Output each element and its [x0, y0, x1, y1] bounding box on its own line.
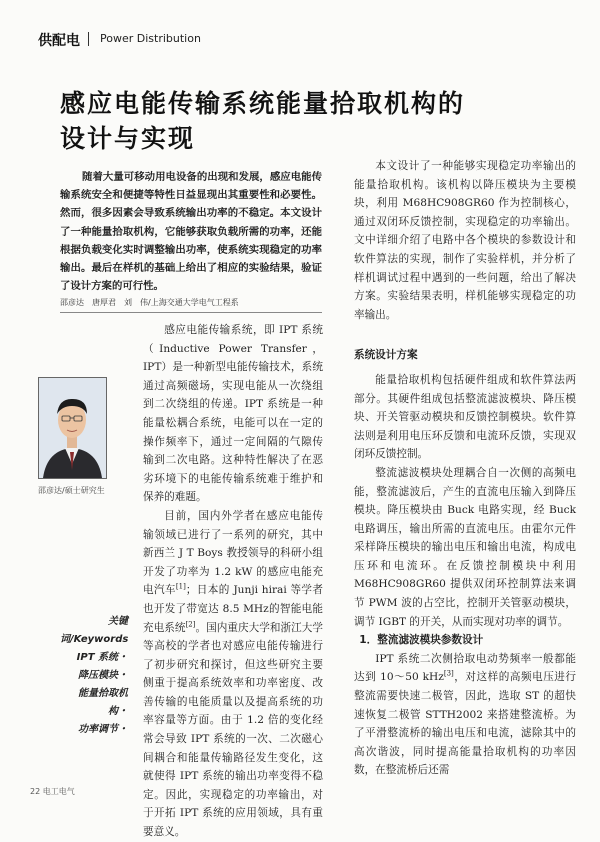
section-heading: 系统设计方案	[354, 349, 418, 362]
article-title	[60, 86, 480, 156]
body-column-1	[143, 321, 323, 842]
keyword-item: 功率调节・	[78, 724, 128, 735]
author-photo	[38, 377, 107, 479]
section-name: 供配电	[38, 33, 80, 49]
keyword-item: IPT 系统・	[76, 652, 128, 663]
keyword-item: 能量拾取机构・	[78, 688, 128, 717]
section-name-en: Power Distribution	[100, 32, 201, 45]
paragraph: 本文设计了一种能够实现稳定功率输出的能量拾取机构。该机构以降压模块为主要模块，利用 M68HC908GR60 作为控制核心，通过双闭环反馈控制，实现稳定的功率输出。文中详细介绍了电路中各个模块的参数设计和软件算法的实现，制作了实验样机，并分析了样机调试过程中遇到的一些问题，给出了解决方案。实验结果表明，样机能够实现稳定的功率输出。	[354, 160, 576, 321]
citation: [1]	[175, 582, 186, 591]
keywords-label: 关键词/Keywords	[60, 616, 129, 645]
abstract-text: 随着大量可移动用电设备的出现和发展，感应电能传输系统安全和便捷等特性日益显现出其重要性和必要性。然而，很多因素会导致系统输出功率的不稳定。本文设计了一种能量拾取机构，它能够获取负载所需的功率，还能根据负载变化实时调整输出功率，使系统实现稳定的功率输出。最后在样机的基础上给出了相应的实验结果，验证了设计方案的可行性。	[60, 171, 322, 293]
subsection-heading: 1．整流滤波模块参数设计	[359, 634, 484, 647]
abstract	[60, 168, 322, 295]
paragraph: 感应电能传输系统，即 IPT 系统（Inductive Power Transfer，IPT）是一种新型电能传输技术，系统通过高频磁场，实现电能从一次绕组到二次绕组的传递。IPT 系统是一种能量松耦合系统，电能可以在一定的操作频率下，通过一定间隔的气隙传输到二次电路。这种特性解决了在恶劣环境下的电能传输系统难于维护和保养的难题。	[143, 324, 323, 504]
paragraph: 能量拾取机构包括硬件组成和软件算法两部分。其硬件组成包括整流滤波模块、降压模块、开关管驱动模块和反馈控制模块。软件算法则是利用电压环反馈和电流环反馈，实现双闭环反馈控制。	[354, 373, 576, 461]
divider	[60, 312, 322, 313]
running-header	[38, 30, 578, 52]
header-divider	[88, 32, 89, 46]
paragraph: 整流滤波模块处理耦合自一次侧的高频电能，整流滤波后，产生的直流电压输入到降压模块。降压模块由 Buck 电路实现，经 Buck 电路调压，输出所需的直流电压。由霍尔元件采样降压模块的输出电压和输出电流，构成电压环和电流环。在反馈控制模块中利用 M68HC908GR60 提供双闭环控制算法来调节 PWM 波的占空比，控制开关管驱动模块，调节 IGBT 的开关，从而实现对功率的调节。	[354, 466, 576, 628]
photo-caption: 邵彦达/硕士研究生	[38, 486, 105, 495]
portrait-image	[39, 378, 106, 478]
title-line-2: 设计与实现	[60, 124, 196, 153]
citation: [2]	[185, 619, 196, 628]
paragraph: 目前，国内外学者在感应电能传输领域已进行了一系列的研究，其中新西兰 J T Boys 教授领导的科研小组开发了功率为 1.2 kW 的感应电能充电汽车[1]；日本的 Junji hirai 等学者也开发了带宽达 8.5 MHz的智能电能充电系统[2]。国内重庆大学和浙江大学等高校的学者也对感应电能传输进行了初步研究和探讨，但这些研究主要侧重于提高系统效率和功率密度、改善传输的电能质量以及提高系统的功率容量等方面。由于 1.2 倍的变化经常会导致 IPT 系统的一次、二次磁心间耦合和能量传输路径发生变化，这就使得 IPT 系统的输出功率变得不稳定。因此，实现稳定的功率输出，对于开拓 IPT 系统的应用领域，具有重要意义。	[143, 509, 324, 839]
keywords-block	[60, 613, 128, 739]
title-line-1: 感应电能传输系统能量拾取机构的	[60, 89, 466, 118]
citation: [3]	[443, 669, 454, 678]
page-footer: 22 电工电气	[30, 787, 75, 796]
authors-affiliation: 邵彦达 唐厚君 刘 伟/上海交通大学电气工程系	[60, 298, 239, 307]
keyword-item: 降压模块・	[78, 670, 128, 681]
paragraph: IPT 系统二次侧拾取电动势频率一般都能达到 10～50 kHz[3]，对这样的高频电压进行整流需要快速二极管，因此，选取 ST 的超快速恢复二极管 STTH2002 来搭建整流桥。为了平滑整流桥的输出电压和电流，滤除其中的高次谐波，同时提高能量拾取机构的功率因数，在整流桥后还需	[354, 652, 577, 777]
body-column-2	[354, 157, 576, 780]
